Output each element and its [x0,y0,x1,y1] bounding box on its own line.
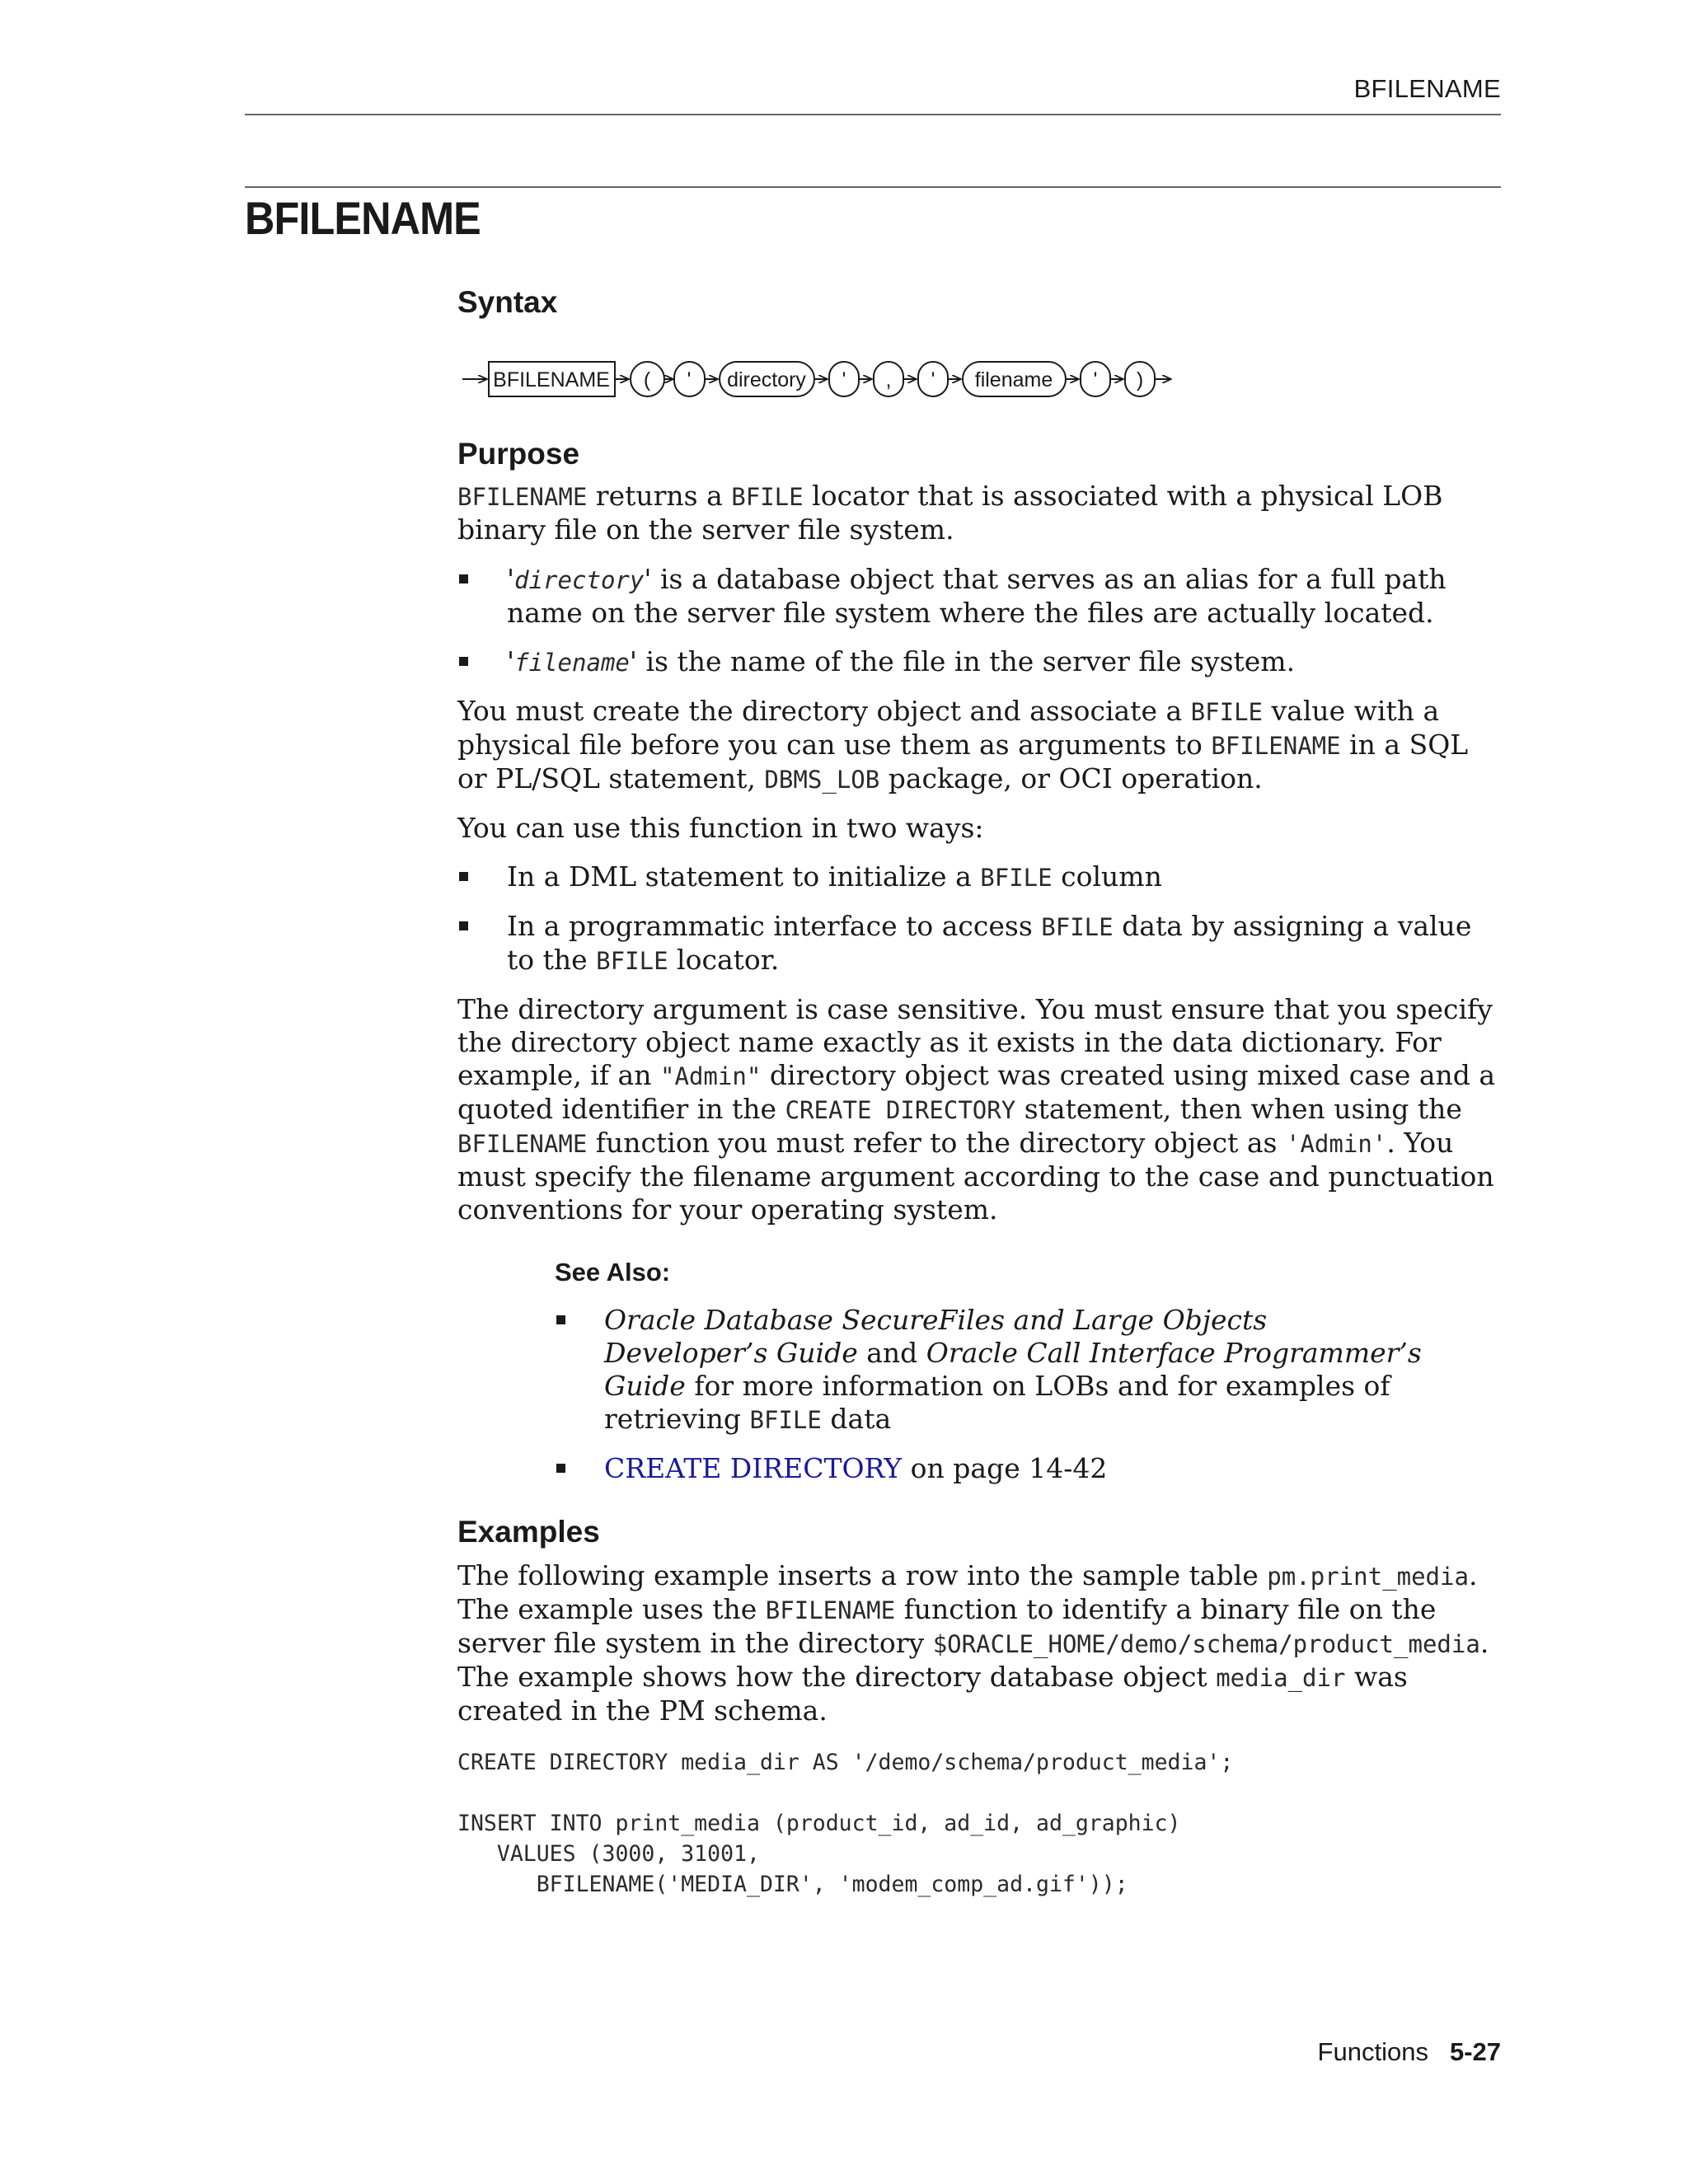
bullet-icon [459,574,468,583]
see-also-box [555,1258,1428,1485]
examples-heading: Examples [457,1515,600,1549]
bullet-icon [556,1315,565,1324]
syntax-open-paren: ( [643,368,651,391]
create-directory-link[interactable]: CREATE DIRECTORY [604,1452,903,1484]
syntax-keyword: BFILENAME [493,368,610,391]
title-rule [245,186,1501,188]
syntax-close-paren: ) [1136,368,1144,391]
examples-paragraph: The following example inserts a row into the sample table pm.print_media. The example uses the BFILENAME function to identify a binary file on the server file system in the directory $ORACLE_HOME/demo/schema/product_media. The example shows how the directory database object media_dir was created in the PM schema. [457,1559,1489,1727]
page-number: 5-27 [1449,2037,1501,2066]
footer-section: Functions [1317,2037,1428,2066]
page-title: BFILENAME [245,192,481,244]
syntax-directory: directory [727,368,806,391]
syntax-comma: , [885,368,892,391]
purpose-heading: Purpose [457,437,580,471]
syntax-heading: Syntax [457,285,558,319]
syntax-quote4: ' [1093,368,1098,391]
running-header: BFILENAME [1353,74,1501,103]
header-rule [245,114,1501,115]
purpose-paragraph-1: BFILENAME returns a BFILE locator that is associated with a physical LOB binary file on the server file system. [457,480,1443,546]
bullet-icon [459,657,468,666]
bullet-icon [556,1464,565,1473]
list-item: 'directory' is a database object that serves as an alias for a full path name on the server file system where the files are actually located. [457,563,1501,630]
purpose-argument-list [457,563,1501,679]
purpose-paragraph-2: You must create the directory object and associate a BFILE value with a physical file before you can use them as arguments to BFILENAME in a SQL or PL/SQL statement, DBMS_LOB package, or OCI operation. [457,695,1469,794]
list-item: In a programmatic interface to access BFILE data by assigning a value to the BFILE locator. [457,910,1501,977]
bullet-icon [459,921,468,930]
list-item: In a DML statement to initialize a BFILE column [457,860,1501,894]
purpose-paragraph-4: The directory argument is case sensitive. You must ensure that you specify the directory object name exactly as it exists in the data dictionary. For example, if an "Admin" directory object was created using mixed case and a quoted identifier in the CREATE DIRECTORY statement, then when using the BFILENAME function you must refer to the directory object as 'Admin'. You must specify the filename argument according to the case and punctuation conventions for your operating system. [457,993,1496,1226]
see-also-heading: See Also: [555,1258,671,1286]
syntax-filename: filename [974,368,1053,391]
list-item: Oracle Database SecureFiles and Large Objects Developer’s Guide and Oracle Call Interface Programmer’s Guide for more information on LOBs and for examples of retrieving BFILE data [555,1304,1428,1436]
main-content [457,285,1501,1900]
book-title: Oracle Database SecureFiles and Large Objects Developer’s Guide [604,1304,1268,1369]
syntax-quote1: ' [687,368,692,391]
purpose-paragraph-3: You can use this function in two ways: [457,812,984,844]
syntax-quote3: ' [931,368,935,391]
syntax-quote2: ' [842,368,846,391]
usage-list [457,860,1501,977]
code-example: CREATE DIRECTORY media_dir AS '/demo/schema/product_media'; INSERT INTO print_media (product_id, ad_id, ad_graphic) VALUES (3000, 31001, BFILENAME('MEDIA_DIR', 'modem_comp_ad.gif')); [457,1750,1234,1897]
page-footer [1318,2037,1501,2067]
list-item: 'filename' is the name of the file in the server file system. [457,645,1501,679]
bullet-icon [459,872,468,881]
see-also-list [555,1304,1428,1485]
syntax-diagram [457,338,1501,420]
list-item: CREATE DIRECTORY on page 14-42 [555,1452,1428,1485]
book-title: Oracle Call Interface Programmer’s Guide [604,1337,1422,1402]
